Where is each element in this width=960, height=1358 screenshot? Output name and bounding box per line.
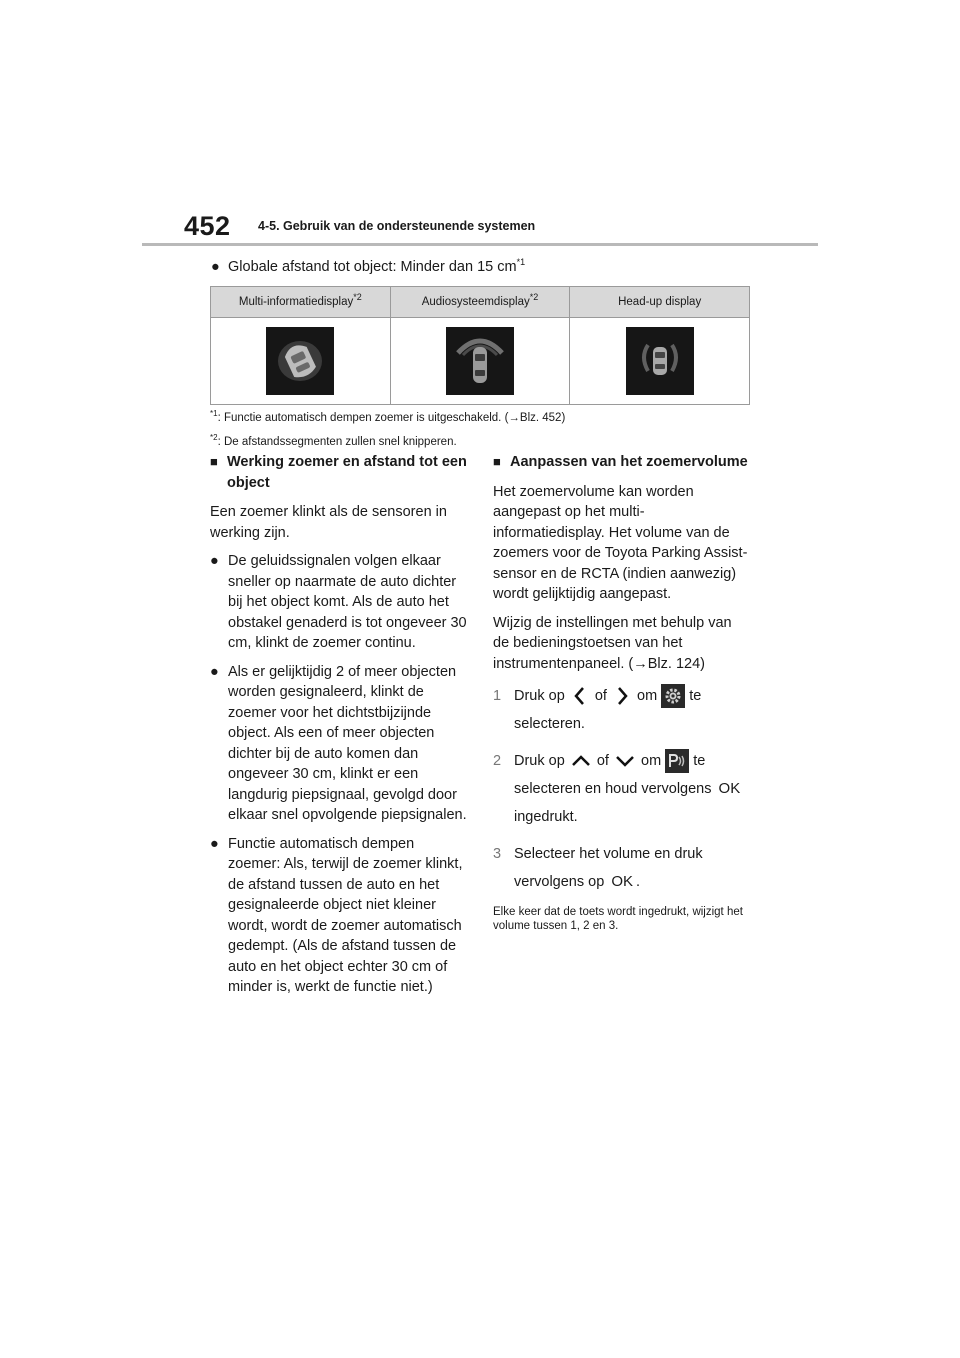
intro-bullet-sup: *1: [516, 257, 526, 268]
footnote-2: $^{*2}$: De afstandssegmenten zullen snel knipperen.: [210, 433, 457, 448]
gear-icon: [661, 684, 685, 708]
bullet-dot: ●: [210, 663, 219, 680]
page-number: 452: [184, 211, 231, 241]
chevron-left-icon: [569, 684, 591, 708]
section-heading-buzzer: ■ Werking zoemer en afstand tot een object: [210, 454, 467, 491]
list-item: ● Als er gelijktijdig 2 of meer objecten worden gesignaleerd, klinkt de zoemer voor het dichtstbijzijnde object. Als een of meer objecten dichter bij de auto komen dan ongeveer 30 cm, klinkt er een langdurig piepsignaal, gevolgd door elkaar snel opvolgende piepsignalen.: [210, 663, 467, 823]
bullet-dot: ●: [210, 553, 219, 569]
section-title: 4-5. Gebruik van de ondersteunende systemen: [258, 219, 536, 233]
paragraph: Een zoemer klinkt als de sensoren in werking zijn.: [210, 504, 447, 541]
paragraph: Het zoemervolume kan worden aangepast op het multi-informatiedisplay. Het volume van de zoemers voor de Toyota Parking Assist-sensor en de RCTA (indien aanwezig) wordt gelijktijdig aangepast.: [493, 483, 748, 602]
bullet-dot: ●: [210, 835, 219, 852]
bullet-dot: ●: [211, 259, 220, 275]
volume-note: Elke keer dat de toets wordt ingedrukt, wijzigt het volume tussen 1, 2 en 3.: [493, 906, 743, 932]
right-column: [493, 452, 751, 933]
list-item: ● Functie automatisch dempen zoemer: Als, terwijl de zoemer klinkt, de afstand tussen de auto en het gesignaleerde object niet kleiner wordt, wordt de zoemer automatisch gedempt. (Als de afstand tussen de auto en het object echter 30 cm of minder is, werkt de functie niet.): [210, 835, 463, 995]
square-bullet-icon: ■: [493, 454, 501, 469]
table-header-audio: Audiosysteemdisplay$^{*2}$: [390, 287, 570, 318]
left-column: [210, 452, 468, 1006]
chevron-down-icon: [613, 751, 637, 771]
table-header-row: [211, 287, 750, 318]
ok-key-symbol: OK: [611, 873, 633, 890]
chevron-right-icon: [611, 684, 633, 708]
square-bullet-icon: ■: [210, 454, 218, 469]
paragraph: Wijzig de instellingen met behulp van de bedieningstoetsen van het instrumentenpaneel. (→Blz. 124): [493, 614, 732, 672]
list-item: ● De geluidssignalen volgen elkaar sneller op naarmate de auto dichter bij het object komt. Als de auto het obstakel genaderd is tot ongeveer 30 cm, klinkt de zoemer continu.: [210, 553, 467, 651]
chevron-up-icon: [569, 751, 593, 771]
intro-bullet: [211, 257, 526, 278]
footnote-1: $^{*1}$: Functie automatisch dempen zoemer is uitgeschakeld. (→Blz. 452): [210, 409, 566, 424]
step-1: 1 Druk op of om te selecteren.: [493, 682, 751, 738]
hud-screen-image: [626, 327, 694, 395]
step-2: 2 Druk op of om te selecteren en houd vervolgens OK ingedrukt.: [493, 747, 751, 831]
multi-info-screen-image: [266, 327, 334, 395]
table-image-row: [211, 318, 750, 405]
display-table: [210, 286, 750, 405]
section-heading-volume: ■ Aanpassen van het zoemervolume: [493, 452, 751, 473]
table-header-multi-info: Multi-informatiedisplay$^{*2}$: [211, 287, 391, 318]
table-header-hud: Head-up display: [570, 287, 750, 318]
parking-sensor-icon: [665, 749, 689, 773]
step-3: 3 Selecteer het volume en druk vervolgens op OK .: [493, 840, 751, 896]
header-divider: [142, 243, 818, 246]
intro-bullet-text: Globale afstand tot object: Minder dan 15 cm: [228, 259, 517, 275]
audio-screen-image: [446, 327, 514, 395]
ok-key-symbol: OK: [718, 780, 741, 797]
